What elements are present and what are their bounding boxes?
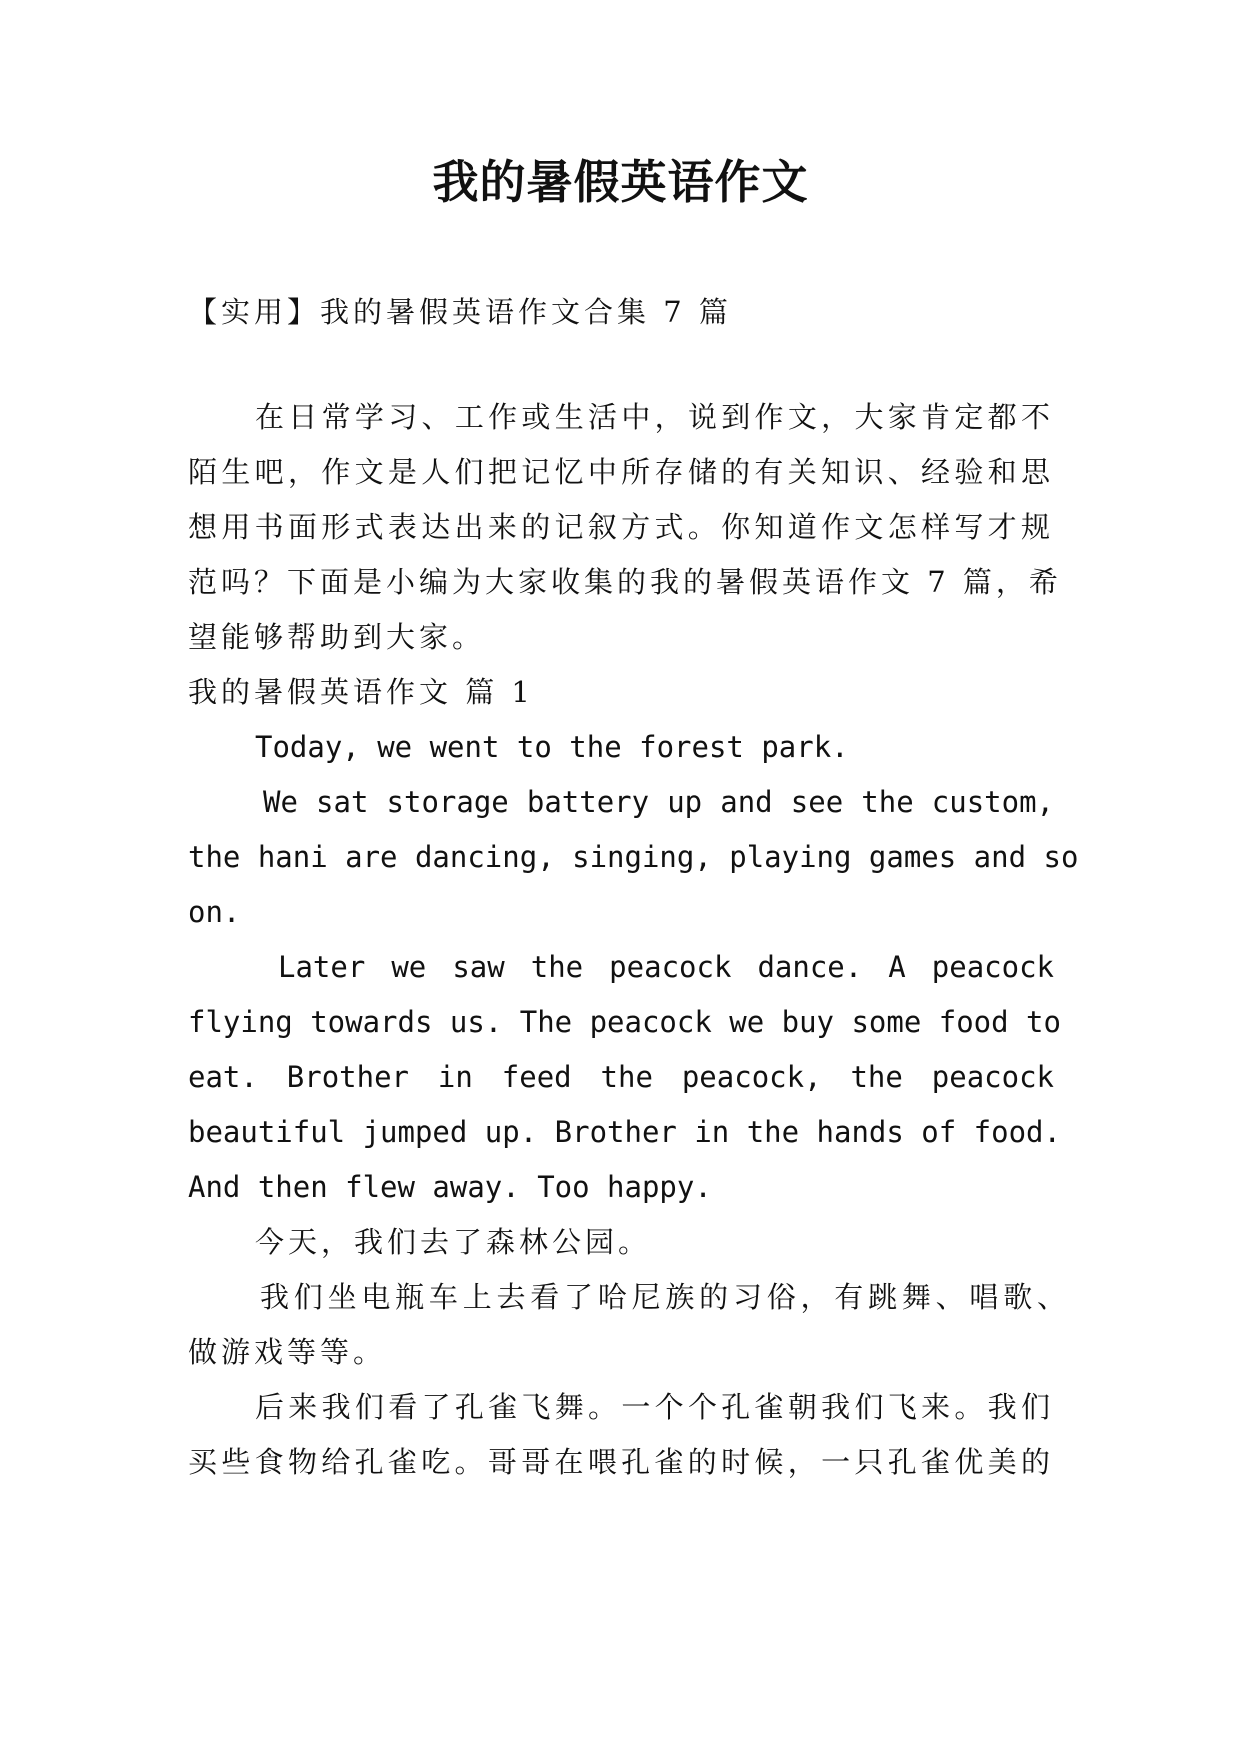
intro-line: 想用书面形式表达出来的记叙方式。你知道作文怎样写才规 xyxy=(188,510,1054,544)
chinese-line: 今天，我们去了森林公园。 xyxy=(255,1225,652,1259)
document-title: 我的暑假英语作文 xyxy=(432,155,809,209)
document-subtitle: 【实用】我的暑假英语作文合集 7 篇 xyxy=(188,295,732,329)
intro-line: 在日常学习、工作或生活中，说到作文，大家肯定都不 xyxy=(255,400,1054,434)
english-line: beautiful jumped up. Brother in the hands of food. xyxy=(188,1115,1061,1149)
intro-line: 范吗？下面是小编为大家收集的我的暑假英语作文 7 篇，希 xyxy=(188,565,1062,599)
english-line: eat. Brother in feed the peacock, the peacock xyxy=(188,1060,1054,1094)
chinese-line: 做游戏等等。 xyxy=(188,1335,387,1369)
section-heading: 我的暑假英语作文 篇 1 xyxy=(188,675,534,709)
english-line: the hani are dancing, singing, playing games and so xyxy=(188,840,1079,874)
intro-line: 陌生吧，作文是人们把记忆中所存储的有关知识、经验和思 xyxy=(188,455,1054,489)
english-line: We sat storage battery up and see the custom, xyxy=(263,785,1054,819)
english-line: flying towards us. The peacock we buy some food to xyxy=(188,1005,1061,1039)
intro-line: 望能够帮助到大家。 xyxy=(188,620,486,654)
chinese-line: 买些食物给孔雀吃。哥哥在喂孔雀的时候，一只孔雀优美的 xyxy=(188,1445,1054,1479)
chinese-line: 后来我们看了孔雀飞舞。一个个孔雀朝我们飞来。我们 xyxy=(255,1390,1054,1424)
english-line: on. xyxy=(188,895,241,929)
english-line: And then flew away. Too happy. xyxy=(188,1170,712,1204)
chinese-line: 我们坐电瓶车上去看了哈尼族的习俗，有跳舞、唱歌、 xyxy=(260,1280,1070,1314)
english-line: Later we saw the peacock dance. A peacock xyxy=(278,950,1054,984)
english-line: Today, we went to the forest park. xyxy=(255,730,849,764)
